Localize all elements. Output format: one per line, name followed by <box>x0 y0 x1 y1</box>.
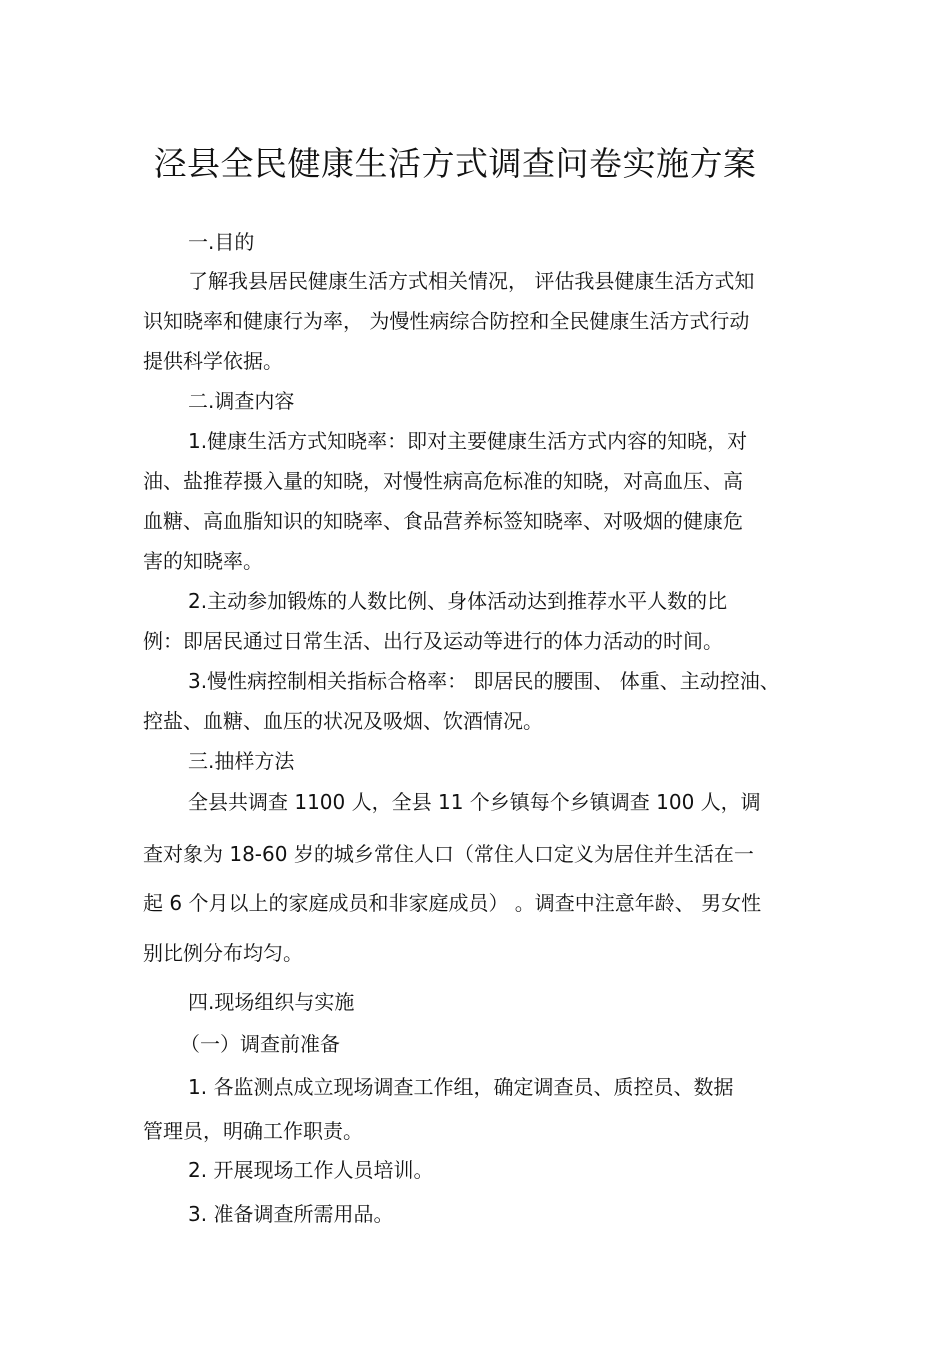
document-title: 泾县全民健康生活方式调查问卷实施方案 <box>153 144 757 183</box>
section-heading-purpose: 一.目的 <box>188 230 255 254</box>
subsection-heading: （一）调查前准备 <box>180 1032 340 1056</box>
paragraph-line: 别比例分布均匀。 <box>143 941 303 965</box>
paragraph-line: 控盐、血糖、血压的状况及吸烟、饮酒情况。 <box>143 709 543 733</box>
paragraph-line: 识知晓率和健康行为率， 为慢性病综合防控和全民健康生活方式行动 <box>143 309 750 333</box>
paragraph-line: 全县共调查 1100 人，全县 11 个乡镇每个乡镇调查 100 人，调 <box>188 790 761 814</box>
paragraph-line: 害的知晓率。 <box>143 549 263 573</box>
section-heading-content: 二.调查内容 <box>188 389 295 413</box>
section-heading-sampling: 三.抽样方法 <box>188 749 295 773</box>
paragraph-line: 起 6 个月以上的家庭成员和非家庭成员） 。调查中注意年龄、 男女性 <box>143 891 762 915</box>
paragraph-line: 1.健康生活方式知晓率：即对主要健康生活方式内容的知晓，对 <box>188 429 748 453</box>
paragraph-line: 2.主动参加锻炼的人数比例、身体活动达到推荐水平人数的比 <box>188 589 728 613</box>
paragraph-line: 例：即居民通过日常生活、出行及运动等进行的体力活动的时间。 <box>143 629 723 653</box>
paragraph-line: 血糖、高血脂知识的知晓率、食品营养标签知晓率、对吸烟的健康危 <box>143 509 743 533</box>
paragraph-line: 3.慢性病控制相关指标合格率： 即居民的腰围、 体重、主动控油、 <box>188 669 780 693</box>
paragraph-line: 查对象为 18-60 岁的城乡常住人口（常住人口定义为居住并生活在一 <box>143 842 754 866</box>
list-item-continuation: 管理员，明确工作职责。 <box>143 1119 363 1143</box>
list-item: 1. 各监测点成立现场调查工作组，确定调查员、质控员、数据 <box>188 1075 734 1099</box>
section-heading-implementation: 四.现场组织与实施 <box>188 990 355 1014</box>
paragraph-line: 油、盐推荐摄入量的知晓，对慢性病高危标准的知晓，对高血压、高 <box>143 469 743 493</box>
paragraph-line: 提供科学依据。 <box>143 349 283 373</box>
paragraph-line: 了解我县居民健康生活方式相关情况， 评估我县健康生活方式知 <box>188 269 755 293</box>
list-item: 2. 开展现场工作人员培训。 <box>188 1158 434 1182</box>
list-item: 3. 准备调查所需用品。 <box>188 1202 394 1226</box>
